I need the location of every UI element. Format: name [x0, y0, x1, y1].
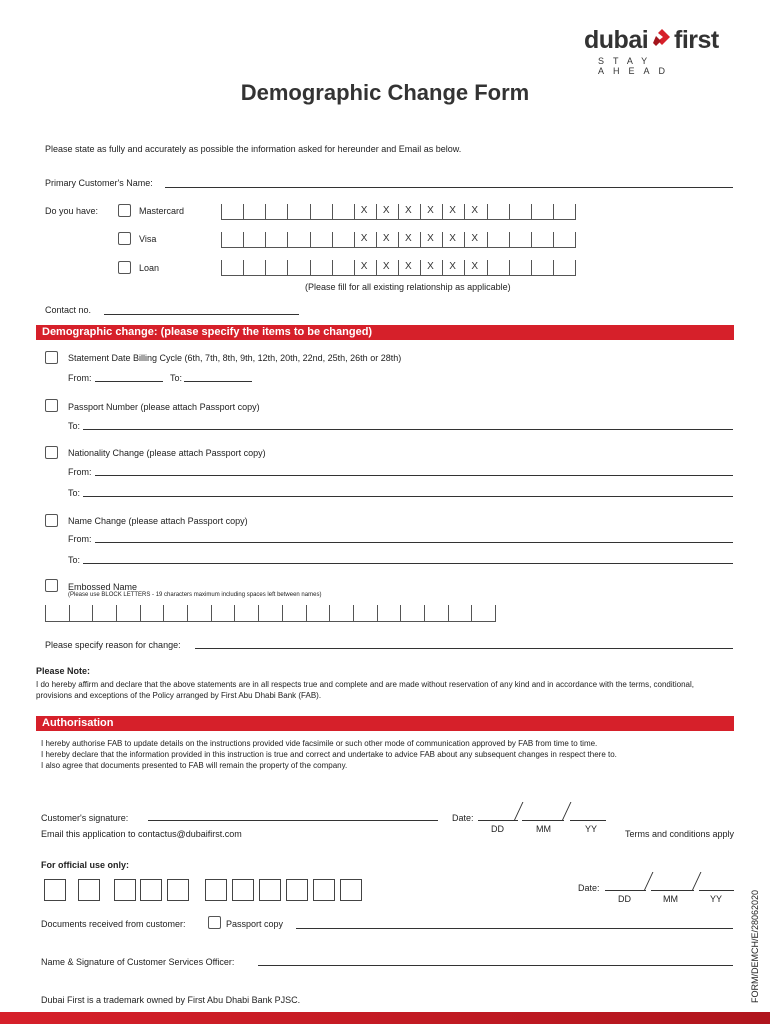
official-date-label: Date:	[578, 883, 600, 893]
yy-label: YY	[585, 824, 598, 834]
grid-divider	[287, 260, 288, 276]
grid-divider	[509, 260, 510, 276]
nationality-label: Nationality Change (please attach Passport copy)	[68, 448, 266, 458]
grid-divider	[553, 232, 554, 248]
signature-input[interactable]	[148, 820, 438, 821]
reason-label: Please specify reason for change:	[45, 640, 181, 650]
official-date-dd[interactable]	[605, 890, 646, 891]
grid-divider	[310, 260, 311, 276]
masked-digit: X	[427, 261, 434, 272]
embossed-label: Embossed Name	[68, 582, 138, 592]
official-title: For official use only:	[41, 860, 130, 870]
brand-tagline: STAY AHEAD	[598, 56, 675, 76]
name-to-input[interactable]	[83, 563, 733, 564]
brand-logo	[584, 26, 734, 76]
authorisation-header: Authorisation	[36, 716, 734, 731]
grid-divider	[287, 232, 288, 248]
statement-from-input[interactable]	[95, 381, 163, 382]
official-use-box[interactable]	[78, 879, 100, 901]
masked-digit: X	[382, 233, 390, 244]
demographic-header: Demographic change: (please specify the items to be changed)	[36, 325, 734, 340]
brand-name-left: dubai	[584, 26, 649, 54]
masked-digit: X	[405, 261, 412, 272]
brand-name-right: first	[674, 26, 719, 54]
official-use-box[interactable]	[167, 879, 189, 901]
nationality-to-input[interactable]	[83, 496, 733, 497]
grid-divider	[442, 204, 443, 220]
grid-divider	[509, 232, 510, 248]
docs-received-label: Documents received from customer:	[41, 919, 186, 929]
grid-divider	[376, 204, 377, 220]
grid-divider	[354, 260, 355, 276]
grid-divider	[575, 232, 576, 248]
email-instruction: Email this application to contactus@dubaifirst.com	[41, 829, 242, 839]
grid-divider	[400, 605, 401, 622]
grid-divider	[45, 605, 46, 622]
have-label: Do you have:	[45, 206, 99, 216]
statement-checkbox[interactable]	[45, 351, 58, 364]
grid-divider	[553, 204, 554, 220]
grid-divider	[187, 605, 188, 622]
page-title: Demographic Change Form	[240, 80, 530, 105]
embossed-note: (Please use BLOCK LETTERS - 19 characters maximum including spaces left between names)	[68, 592, 322, 598]
officer-input[interactable]	[258, 965, 733, 966]
official-date-yy[interactable]	[699, 890, 734, 891]
masked-digit: X	[427, 205, 434, 216]
official-yy-label: YY	[710, 894, 723, 904]
date-mm-input[interactable]	[522, 820, 564, 821]
grid-divider	[221, 232, 222, 248]
grid-divider	[509, 204, 510, 220]
date-yy-input[interactable]	[570, 820, 606, 821]
grid-divider	[221, 204, 222, 220]
grid-divider	[354, 204, 355, 220]
grid-divider	[265, 232, 266, 248]
grid-divider	[140, 605, 141, 622]
intro-text: Please state as fully and accurately as possible the information asked for hereunder and Email as below.	[45, 144, 462, 154]
grid-divider	[332, 204, 333, 220]
official-use-box[interactable]	[44, 879, 66, 901]
statement-label: Statement Date Billing Cycle (6th, 7th, 8th, 9th, 12th, 20th, 22nd, 25th, 26th or 28th)	[68, 353, 402, 363]
grid-divider	[420, 204, 421, 220]
docs-received-input[interactable]	[296, 928, 733, 929]
fill-note: (Please fill for all existing relationship as applicable)	[305, 282, 511, 292]
passport-to-input[interactable]	[83, 429, 733, 430]
contact-input[interactable]	[104, 314, 299, 315]
loan-checkbox[interactable]	[118, 261, 131, 274]
grid-divider	[471, 605, 472, 622]
official-use-box[interactable]	[313, 879, 335, 901]
statement-from-label: From:	[68, 373, 92, 383]
grid-divider	[442, 232, 443, 248]
note-title: Please Note:	[36, 666, 91, 676]
terms-text: Terms and conditions apply	[625, 829, 735, 839]
statement-to-input[interactable]	[184, 381, 252, 382]
grid-divider	[495, 605, 496, 622]
form-code: FORM/DEMCH/E/28062020	[750, 889, 760, 1003]
grid-divider	[265, 260, 266, 276]
passport-label: Passport Number (please attach Passport copy)	[68, 402, 260, 412]
official-use-box[interactable]	[286, 879, 308, 901]
grid-divider	[448, 605, 449, 622]
grid-divider	[575, 260, 576, 276]
grid-divider	[92, 605, 93, 622]
nationality-to-label: To:	[68, 488, 81, 498]
name-from-label: From:	[68, 534, 92, 544]
date-label: Date:	[452, 813, 474, 823]
grid-divider	[310, 232, 311, 248]
dd-label: DD	[491, 824, 504, 834]
official-use-box[interactable]	[232, 879, 254, 901]
grid-divider	[265, 204, 266, 220]
grid-divider	[531, 232, 532, 248]
embossed-checkbox[interactable]	[45, 579, 58, 592]
officer-label: Name & Signature of Customer Services Officer:	[41, 957, 235, 967]
contact-label: Contact no.	[45, 305, 92, 315]
note-text: I do hereby affirm and declare that the above statements are in all respects true and complete and are made without reservation of any kind and in accordance with the terms, conditional, provisions and exceptions of the Policy arranged by First Abu Dhabi Bank (FAB).	[36, 680, 695, 700]
masked-digit: X	[449, 233, 456, 244]
grid-divider	[332, 260, 333, 276]
grid-divider	[376, 260, 377, 276]
grid-divider	[487, 260, 488, 276]
masked-digit: X	[382, 205, 390, 216]
nationality-checkbox[interactable]	[45, 446, 58, 459]
official-dd-label: DD	[618, 894, 631, 904]
masked-digit: X	[405, 233, 412, 244]
statement-to-label: To:	[170, 373, 183, 383]
official-use-box[interactable]	[340, 879, 362, 901]
masked-digit: X	[405, 205, 412, 216]
grid-divider	[398, 232, 399, 248]
grid-divider	[487, 232, 488, 248]
grid-divider	[398, 260, 399, 276]
grid-divider	[398, 204, 399, 220]
mastercard-label: Mastercard	[139, 206, 185, 216]
grid-divider	[424, 605, 425, 622]
masked-digit: X	[471, 261, 479, 272]
nationality-from-input[interactable]	[95, 475, 733, 476]
name-from-input[interactable]	[95, 542, 733, 543]
grid-divider	[553, 260, 554, 276]
grid-divider	[282, 605, 283, 622]
masked-digit: X	[360, 233, 368, 244]
official-use-box[interactable]	[259, 879, 281, 901]
masked-digit: X	[449, 261, 456, 272]
date-dd-input[interactable]	[478, 820, 518, 821]
masked-digit: X	[360, 261, 368, 272]
masked-digit: X	[360, 205, 368, 216]
mm-label: MM	[536, 824, 551, 834]
grid-divider	[464, 260, 465, 276]
passport-copy-checkbox[interactable]	[208, 916, 221, 929]
primary-customer-label: Primary Customer's Name:	[45, 178, 153, 188]
trademark-text: Dubai First is a trademark owned by First Abu Dhabi Bank PJSC.	[41, 995, 301, 1005]
grid-divider	[211, 605, 212, 622]
masked-digit: X	[471, 205, 479, 216]
grid-divider	[329, 605, 330, 622]
brand-mark-icon	[652, 28, 672, 48]
visa-label: Visa	[139, 234, 157, 244]
official-date-mm[interactable]	[651, 890, 694, 891]
grid-divider	[287, 204, 288, 220]
grid-divider	[332, 232, 333, 248]
grid-divider	[464, 204, 465, 220]
reason-input[interactable]	[195, 648, 733, 649]
grid-divider	[221, 260, 222, 276]
auth-line-1: I hereby authorise FAB to update details on the instructions provided vide facsimile or such other mode of communication approved by FAB from time to time.	[41, 739, 598, 748]
grid-divider	[306, 605, 307, 622]
official-use-box[interactable]	[205, 879, 227, 901]
grid-divider	[420, 232, 421, 248]
loan-label: Loan	[139, 263, 160, 273]
grid-divider	[377, 605, 378, 622]
name-change-label: Name Change (please attach Passport copy)	[68, 516, 248, 526]
grid-divider	[243, 232, 244, 248]
grid-divider	[354, 232, 355, 248]
official-use-box[interactable]	[140, 879, 162, 901]
masked-digit: X	[471, 233, 479, 244]
official-use-box[interactable]	[114, 879, 136, 901]
masked-digit: X	[382, 261, 390, 272]
primary-customer-input[interactable]	[165, 187, 733, 188]
official-mm-label: MM	[663, 894, 678, 904]
masked-digit: X	[427, 233, 434, 244]
date-separator	[692, 872, 702, 891]
grid-divider	[420, 260, 421, 276]
passport-copy-label: Passport copy	[226, 919, 284, 929]
signature-label: Customer's signature:	[41, 813, 129, 823]
passport-checkbox[interactable]	[45, 399, 58, 412]
grid-divider	[531, 204, 532, 220]
grid-divider	[376, 232, 377, 248]
grid-divider	[69, 605, 70, 622]
grid-divider	[353, 605, 354, 622]
auth-line-2: I hereby declare that the information provided in this instruction is true and correct and undertake to advice FAB about any subsequent changes in respect there to.	[41, 750, 617, 759]
date-separator	[644, 872, 654, 891]
grid-divider	[243, 260, 244, 276]
visa-checkbox[interactable]	[118, 232, 131, 245]
name-to-label: To:	[68, 555, 81, 565]
grid-divider	[464, 232, 465, 248]
name-change-checkbox[interactable]	[45, 514, 58, 527]
grid-divider	[243, 204, 244, 220]
mastercard-checkbox[interactable]	[118, 204, 131, 217]
grid-divider	[116, 605, 117, 622]
masked-digit: X	[449, 205, 456, 216]
grid-divider	[163, 605, 164, 622]
date-separator	[562, 802, 572, 821]
footer-bar	[0, 1012, 770, 1024]
grid-divider	[442, 260, 443, 276]
embossed-grid-base	[45, 621, 495, 622]
grid-divider	[258, 605, 259, 622]
auth-line-3: I also agree that documents presented to FAB will remain the property of the company.	[41, 761, 348, 770]
passport-to-label: To:	[68, 421, 81, 431]
grid-divider	[575, 204, 576, 220]
grid-divider	[234, 605, 235, 622]
date-separator	[514, 802, 524, 821]
grid-divider	[310, 204, 311, 220]
grid-divider	[487, 204, 488, 220]
grid-divider	[531, 260, 532, 276]
nationality-from-label: From:	[68, 467, 92, 477]
